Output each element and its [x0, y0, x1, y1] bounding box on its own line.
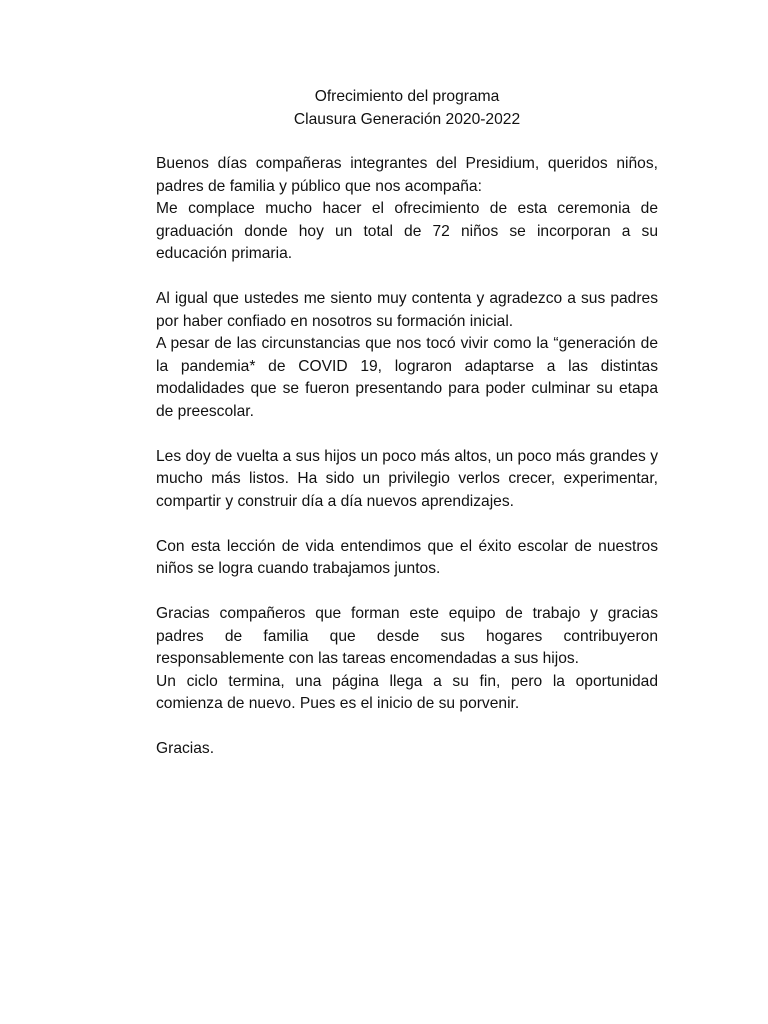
paragraph-spacer	[156, 581, 658, 604]
paragraph-gratitude: Al igual que ustedes me siento muy contenta y agradezco a sus padres por haber confiado en nosotros su formación inicial.	[156, 290, 658, 330]
document-title	[156, 86, 658, 131]
paragraph-pandemic: A pesar de las circunstancias que nos tocó vivir como la “generación de la pandemia* de COVID 19, lograron adaptarse a las distintas modalidades que se fueron presentando para poder culminar su etapa de preescolar.	[156, 335, 658, 420]
document-body	[156, 153, 658, 761]
paragraph-offering: Me complace mucho hacer el ofrecimiento de esta ceremonia de graduación donde hoy un total de 72 niños se incorporan a su educación primaria.	[156, 200, 658, 262]
paragraph-return-children: Les doy de vuelta a sus hijos un poco más altos, un poco más grandes y mucho más listos. Ha sido un privilegio verlos crecer, experimentar, compartir y construir día a día nuevos aprendizajes.	[156, 447, 658, 510]
paragraph-spacer	[156, 513, 658, 536]
paragraph-spacer	[156, 423, 658, 446]
paragraph-cycle: Un ciclo termina, una página llega a su fin, pero la oportunidad comienza de nuevo. Pues es el inicio de su porvenir.	[156, 672, 658, 712]
paragraph-lesson: Con esta lección de vida entendimos que el éxito escolar de nuestros niños se logra cuando trabajamos juntos.	[156, 537, 658, 577]
title-line-1: Ofrecimiento del programa	[314, 88, 500, 105]
paragraph-greeting: Buenos días compañeras integrantes del Presidium, queridos niños, padres de familia y público que nos acompaña:	[156, 155, 658, 195]
title-line-2: Clausura Generación 2020-2022	[293, 110, 521, 128]
paragraph-closing: Gracias.	[156, 740, 215, 757]
paragraph-spacer	[156, 716, 658, 739]
paragraph-spacer	[156, 266, 658, 289]
paragraph-thanks-team: Gracias compañeros que forman este equipo de trabajo y gracias padres de familia que desde sus hogares contribuyeron responsablemente con las tareas encomendadas a sus hijos.	[156, 605, 658, 667]
